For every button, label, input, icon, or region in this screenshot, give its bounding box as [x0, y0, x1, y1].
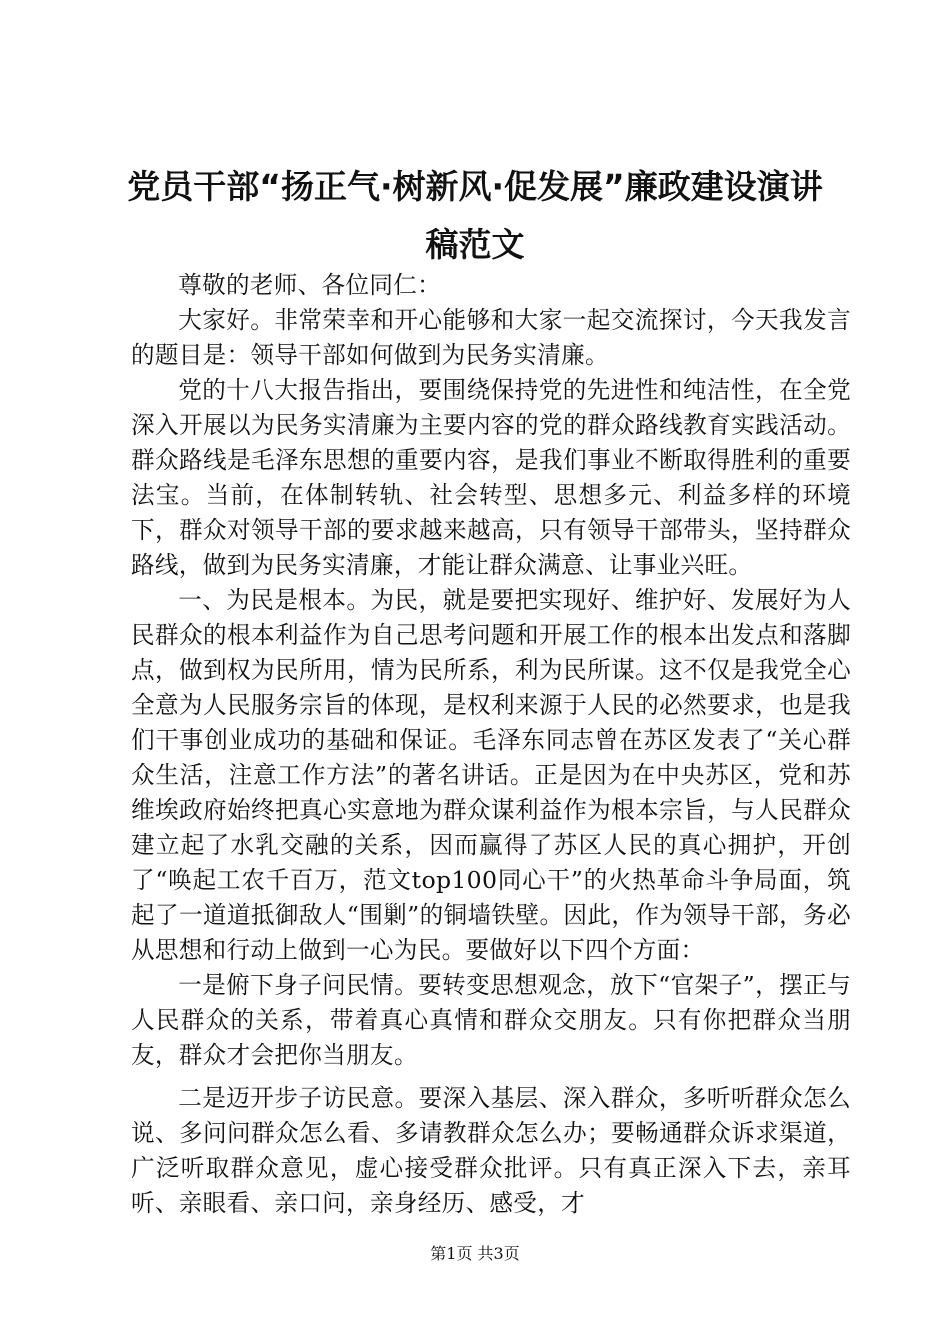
point-one-paragraph: 一是俯下身子问民情。要转变思想观念，放下“官架子”，摆正与人民群众的关系，带着真心真情和群众交朋友。只有你把群众当朋友，群众才会把你当朋友。	[131, 971, 851, 1069]
page-number-footer: 第1页 共3页	[430, 1244, 520, 1263]
intro-paragraph: 党的十八大报告指出，要围绕保持党的先进性和纯洁性，在全党深入开展以为民务实清廉为主要内容的党的群众路线教育实践活动。群众路线是毛泽东思想的重要内容，是我们事业不断取得胜利的重要法宝。当前，在体制转轨、社会转型、思想多元、利益多样的环境下，群众对领导干部的要求越来越高，只有领导干部带头，坚持群众路线，做到为民务实清廉，才能让群众满意、让事业兴旺。	[131, 376, 851, 579]
salutation-paragraph: 尊敬的老师、各位同仁：	[178, 271, 442, 299]
point-two-paragraph: 二是迈开步子访民意。要深入基层、深入群众，多听听群众怎么说、多问问群众怎么看、多请教群众怎么办；要畅通群众诉求渠道，广泛听取群众意见，虚心接受群众批评。只有真正深入下去，亲耳听、亲眼看、亲口问，亲身经历、感受，才	[131, 1084, 851, 1217]
greeting-paragraph: 大家好。非常荣幸和开心能够和大家一起交流探讨，今天我发言的题目是：领导干部如何做到为民务实清廉。	[131, 306, 851, 369]
document-title: 党员干部“扬正气·树新风·促发展”廉政建设演讲稿范文	[127, 167, 823, 264]
document-body	[131, 268, 851, 1221]
section-one-paragraph: 一、为民是根本。为民，就是要把实现好、维护好、发展好为人民群众的根本利益作为自己思考问题和开展工作的根本出发点和落脚点，做到权为民所用，情为民所系，利为民所谋。这不仅是我党全心全意为人民服务宗旨的体现，是权利来源于人民的必然要求，也是我们干事创业成功的基础和保证。毛泽东同志曾在苏区发表了“关心群众生活，注意工作方法”的著名讲话。正是因为在中央苏区，党和苏维埃政府始终把真心实意地为群众谋利益作为根本宗旨，与人民群众建立起了水乳交融的关系，因而赢得了苏区人民的真心拥护，开创了“唤起工农千百万，范文top100同心干”的火热革命斗争局面，筑起了一道道抵御敌人“围剿”的铜墙铁壁。因此，作为领导干部，务必从思想和行动上做到一心为民。要做好以下四个方面：	[131, 586, 851, 964]
